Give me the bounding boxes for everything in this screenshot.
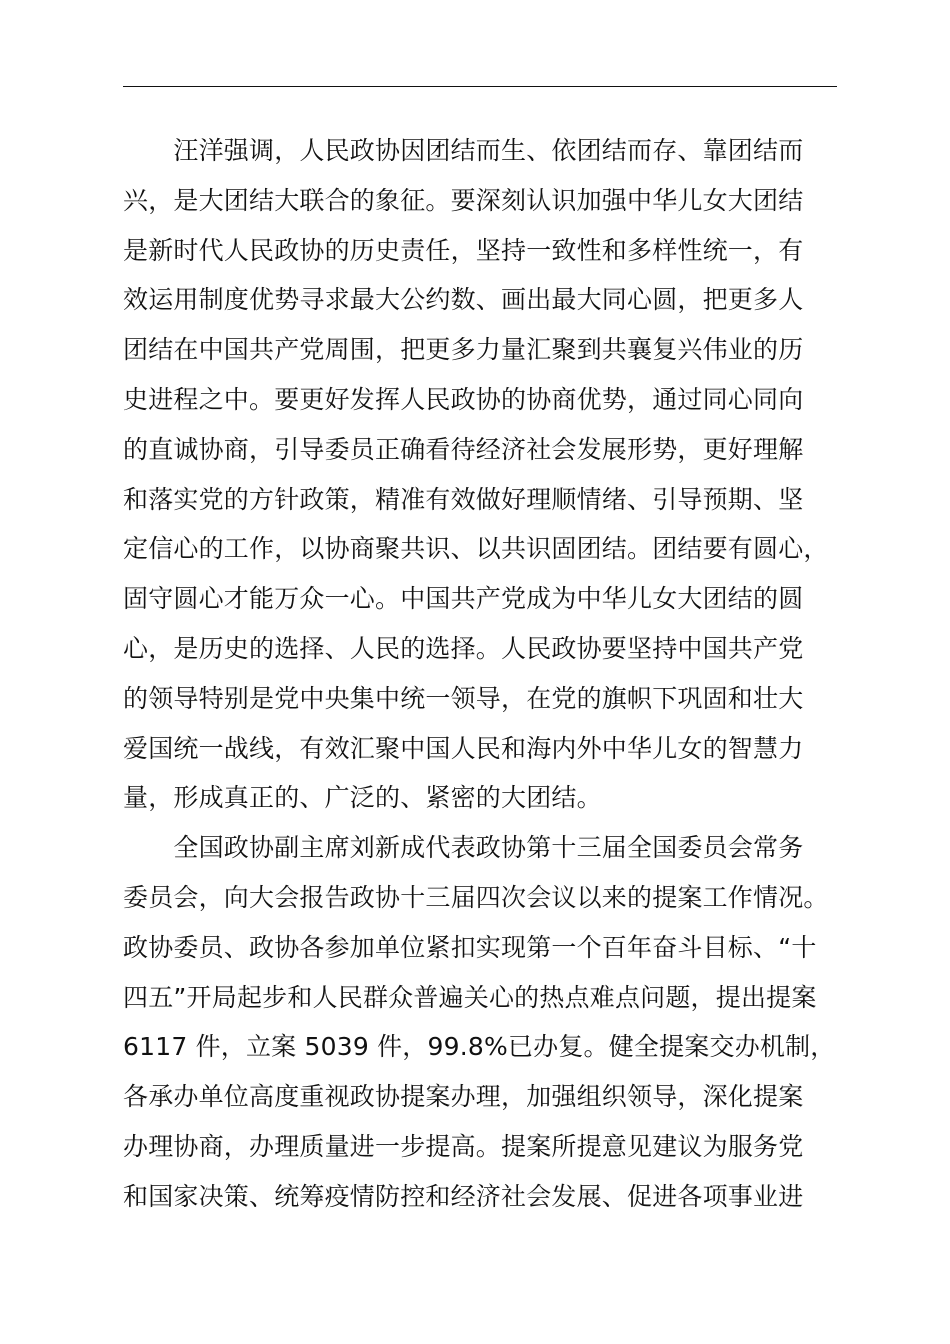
text-line: 四五”开局起步和人民群众普遍关心的热点难点问题，提出提案 [123, 982, 817, 1012]
text-line: 是新时代人民政协的历史责任，坚持一致性和多样性统一，有 [123, 235, 804, 265]
header-rule [123, 86, 837, 87]
text-line: 全国政协副主席刘新成代表政协第十三届全国委员会常务 [123, 833, 804, 863]
text-line: 团结在中国共产党周围，把更多力量汇聚到共襄复兴伟业的历 [123, 335, 804, 365]
text-line: 爱国统一战线，有效汇聚中国人民和海内外中华儿女的智慧力 [123, 733, 804, 763]
text-line: 史进程之中。要更好发挥人民政协的协商优势，通过同心同向 [123, 384, 804, 414]
document-body [123, 126, 863, 1222]
text-line: 量，形成真正的、广泛的、紧密的大团结。 [123, 783, 602, 813]
text-line: 效运用制度优势寻求最大公约数、画出最大同心圆，把更多人 [123, 285, 804, 315]
text-line: 的直诚协商，引导委员正确看待经济社会发展形势，更好理解 [123, 434, 804, 464]
text-line: 办理协商，办理质量进一步提高。提案所提意见建议为服务党 [123, 1131, 804, 1161]
text-line: 6117 件，立案 5039 件，99.8%已办复。健全提案交办机制， [123, 1032, 836, 1062]
text-line: 固守圆心才能万众一心。中国共产党成为中华儿女大团结的圆 [123, 584, 804, 614]
paragraph-1 [123, 126, 863, 823]
text-line: 政协委员、政协各参加单位紧扣实现第一个百年奋斗目标、“十 [123, 932, 817, 962]
text-line: 汪洋强调，人民政协因团结而生、依团结而存、靠团结而 [123, 136, 804, 165]
text-line: 定信心的工作，以协商聚共识、以共识固团结。团结要有圆心， [123, 534, 829, 564]
text-line: 各承办单位高度重视政协提案办理，加强组织领导，深化提案 [123, 1082, 804, 1112]
text-line: 兴，是大团结大联合的象征。要深刻认识加强中华儿女大团结 [123, 185, 804, 215]
text-line: 的领导特别是党中央集中统一领导，在党的旗帜下巩固和壮大 [123, 683, 804, 713]
text-line: 委员会，向大会报告政协十三届四次会议以来的提案工作情况。 [123, 882, 829, 912]
text-line: 心，是历史的选择、人民的选择。人民政协要坚持中国共产党 [123, 633, 804, 663]
text-line: 和落实党的方针政策，精准有效做好理顺情绪、引导预期、坚 [123, 484, 804, 514]
text-line: 和国家决策、统筹疫情防控和经济社会发展、促进各项事业进 [123, 1181, 804, 1211]
paragraph-2 [123, 823, 863, 1221]
